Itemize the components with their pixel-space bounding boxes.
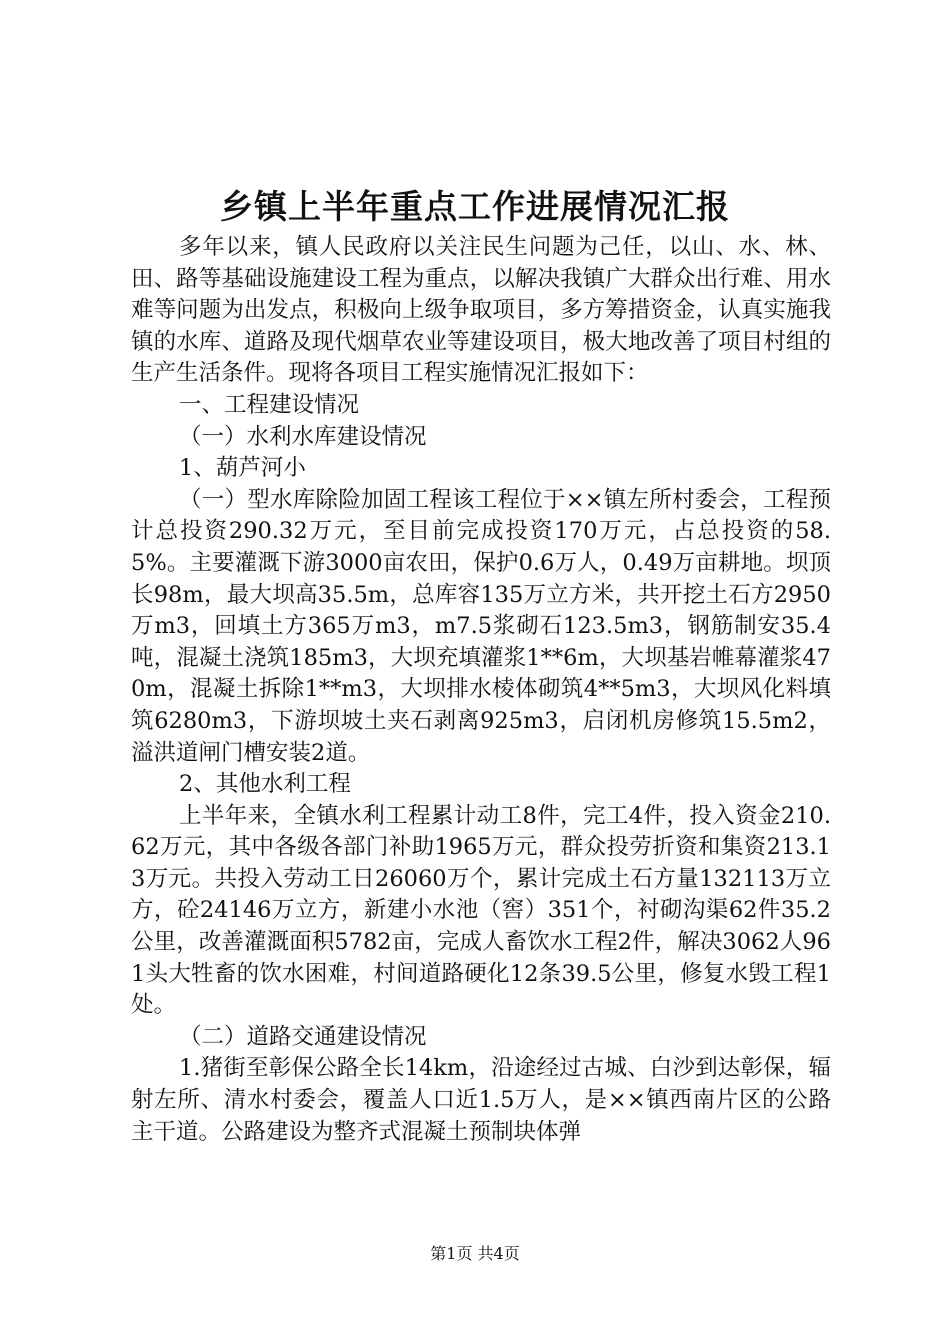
item-heading-1: 1、葫芦河小: [179, 455, 306, 482]
section-heading-1: 一、工程建设情况: [179, 391, 360, 418]
intro-paragraph: 多年以来，镇人民政府以关注民生问题为己任，以山、水、林、田、路等基础设施建设工程为重点，以解决我镇广大群众出行难、用水难等问题为出发点，积极向上级争取项目，多方筹措资金，认真实施我镇的水库、道路及现代烟草农业等建设项目，极大地改善了项目村组的生产生活条件。现将各项目工程实施情况汇报如下：: [131, 234, 831, 387]
roads-paragraph: 1.猪街至彰保公路全长14km，沿途经过古城、白沙到达彰保，辐射左所、清水村委会，覆盖人口近1.5万人，是××镇西南片区的公路主干道。公路建设为整齐式混凝土预制块体弹: [131, 1055, 831, 1145]
subsection-heading-water: （一）水利水库建设情况: [179, 423, 427, 450]
page-number-footer: 第1页 共4页: [430, 1244, 520, 1263]
document-body: [131, 232, 831, 1148]
document-title: 乡镇上半年重点工作进展情况汇报: [220, 187, 730, 226]
reservoir-paragraph: （一）型水库除险加固工程该工程位于××镇左所村委会，工程预计总投资290.32万元，至目前完成投资170万元，占总投资的58.5%。主要灌溉下游3000亩农田，保护0.6万人，0.49万亩耕地。坝顶长98m，最大坝高35.5m，总库容135万立方米，共开挖土石方2950万m3，回填土方365万m3，m7.5浆砌石123.5m3，钢筋制安35.4吨，混凝土浇筑185m3，大坝充填灌浆1**6m，大坝基岩帷幕灌浆470m，混凝土拆除1**m3，大坝排水棱体砌筑4**5m3，大坝风化料填筑6280m3，下游坝坡土夹石剥离925m3，启闭机房修筑15.5m2，溢洪道闸门槽安装2道。: [131, 486, 831, 766]
item-heading-2: 2、其他水利工程: [179, 771, 351, 798]
subsection-heading-roads: （二）道路交通建设情况: [179, 1023, 427, 1050]
water-projects-paragraph: 上半年来，全镇水利工程累计动工8件，完工4件，投入资金210.62万元，其中各级各部门补助1965万元，群众投劳折资和集资213.13万元。共投入劳动工日26060万个，累计完成土石方量132113万立方，砼24146万立方，新建小水池（窖）351个，衬砌沟渠62件35.2公里，改善灌溉面积5782亩，完成人畜饮水工程2件，解决3062人961头大牲畜的饮水困难，村间道路硬化12条39.5公里，修复水毁工程1处。: [131, 802, 831, 1019]
